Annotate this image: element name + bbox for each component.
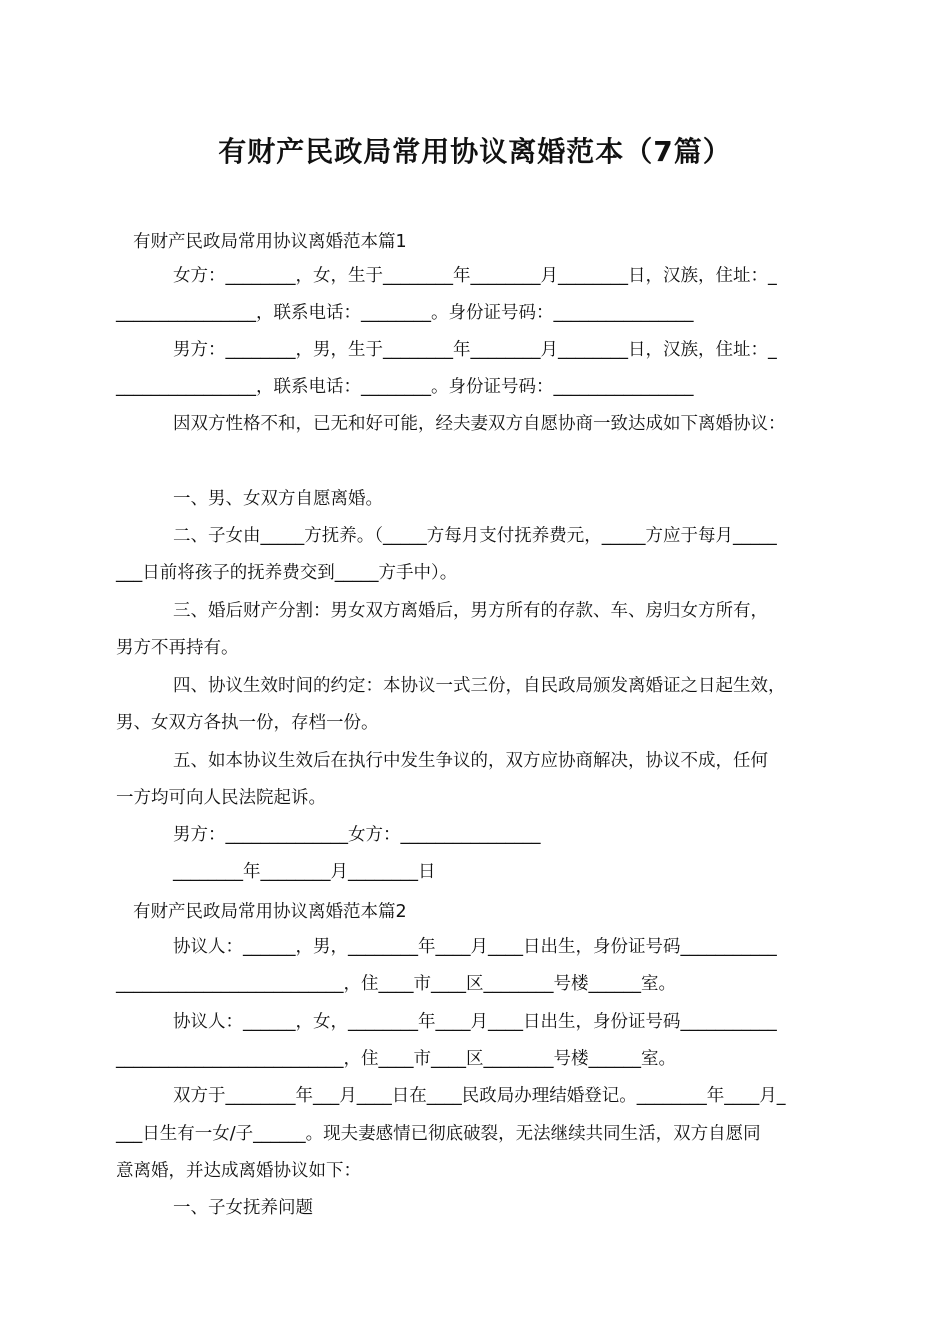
section-1-heading: 有财产民政局常用协议离婚范本篇1 [133,232,407,252]
paragraph-line: 三、婚后财产分割：男女双方离婚后，男方所有的存款、车、房归女方所有， [173,601,768,621]
paragraph-line: __________________________，住____市____区________号楼______室。 [116,974,676,994]
paragraph-line: 一方均可向人民法院起诉。 [116,788,326,808]
paragraph-line: 二、子女由_____方抚养。（_____方每月支付抚养费元，_____方应于每月_____ [173,526,777,546]
paragraph-line: 双方于________年___月____日在____民政局办理结婚登记。________年____月_ [173,1086,786,1106]
paragraph-line: 因双方性格不和，已无和好可能，经夫妻双方自愿协商一致达成如下离婚协议： [173,414,786,434]
paragraph-line: 一、男、女双方自愿离婚。 [173,489,383,509]
paragraph-line: 男方不再持有。 [116,638,239,658]
signature-line: 男方：______________女方：________________ [173,825,541,845]
section-2-heading: 有财产民政局常用协议离婚范本篇2 [133,902,407,922]
paragraph-line: 男方：________，男，生于________年________月________日，汉族，住址：_ [173,340,777,360]
paragraph-line: 男、女双方各执一份，存档一份。 [116,713,379,733]
paragraph-line: 女方：________，女，生于________年________月________日，汉族，住址：_ [173,266,777,286]
paragraph-line: 意离婚，并达成离婚协议如下： [116,1161,361,1181]
paragraph-line: ________________，联系电话：________。身份证号码：________________ [116,377,694,397]
paragraph-line: 协议人：______，男，________年____月____日出生，身份证号码___________ [173,937,777,957]
paragraph-line: __________________________，住____市____区________号楼______室。 [116,1049,676,1069]
paragraph-line: ___日生有一女/子______。现夫妻感情已彻底破裂，无法继续共同生活，双方自愿同 [116,1124,761,1144]
paragraph-line: 一、子女抚养问题 [173,1198,313,1218]
date-line: ________年________月________日 [173,862,436,882]
paragraph-line: ________________，联系电话：________。身份证号码：________________ [116,303,694,323]
paragraph-line: 协议人：______，女，________年____月____日出生，身份证号码___________ [173,1012,777,1032]
paragraph-line: 四、协议生效时间的约定：本协议一式三份，自民政局颁发离婚证之日起生效， [173,676,786,696]
paragraph-line: ___日前将孩子的抚养费交到_____方手中）。 [116,563,458,583]
document-title: 有财产民政局常用协议离婚范本（7篇） [218,135,732,168]
paragraph-line: 五、如本协议生效后在执行中发生争议的，双方应协商解决，协议不成，任何 [173,751,768,771]
